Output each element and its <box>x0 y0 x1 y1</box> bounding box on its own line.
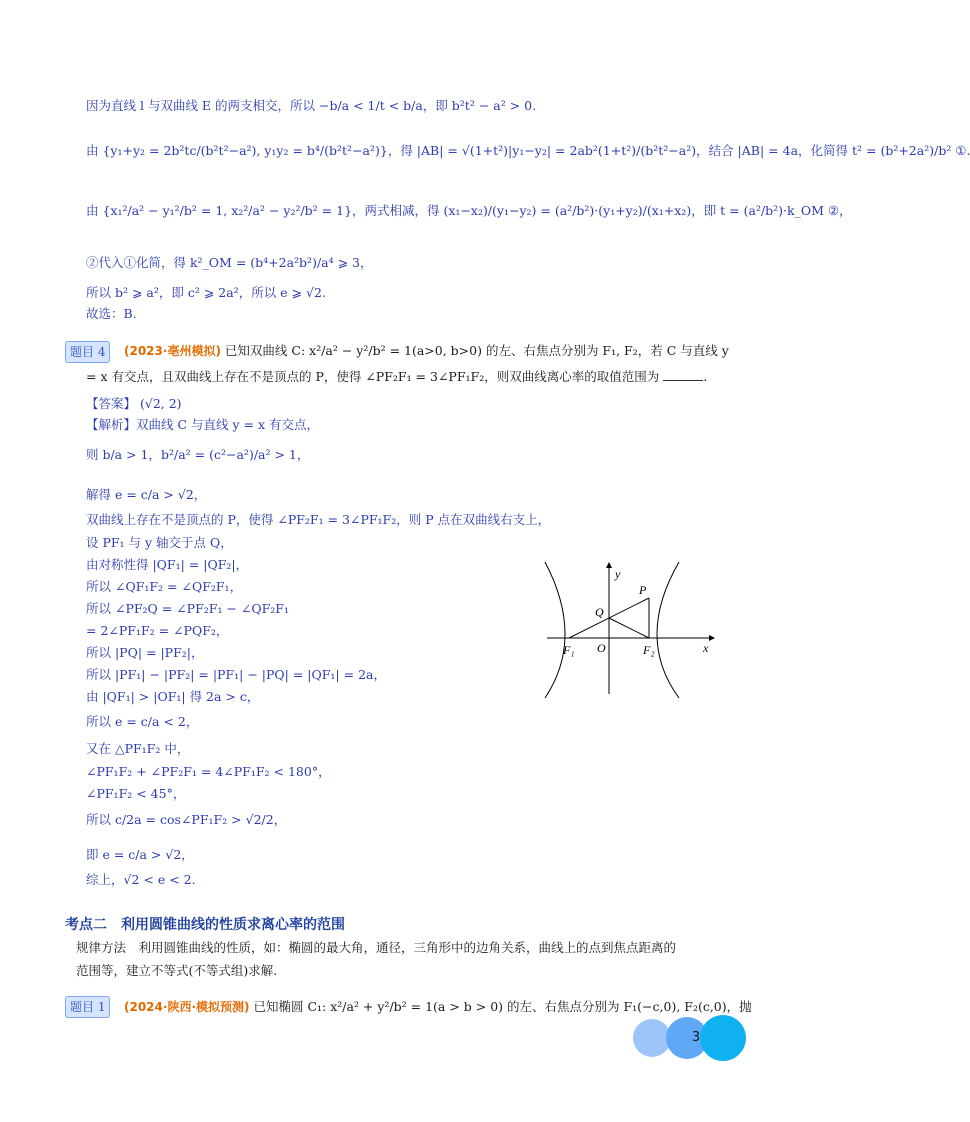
solution-line: 因为直线 l 与双曲线 E 的两支相交，所以 −b/a < 1/t < b/a，即 b²t² − a² > 0. <box>86 98 537 113</box>
problem1-stem: (2024·陕西·模拟预测) 已知椭圆 C₁: x²/a² + y²/b² = 1(a > b > 0) 的左、右焦点分别为 F₁(−c,0), F₂(c,0)，抛 <box>124 999 752 1014</box>
analysis-line: 所以 c/2a = cos∠PF₁F₂ > √2/2， <box>86 812 287 827</box>
analysis-line: 解得 e = c/a > √2， <box>86 487 207 502</box>
analysis-line: 双曲线上存在不是顶点的 P，使得 ∠PF₂F₁ = 3∠PF₁F₂，则 P 点在双曲线右支上， <box>86 512 551 527</box>
problem1-source: (2024·陕西·模拟预测) <box>124 1000 250 1014</box>
analysis-line: = 2∠PF₁F₂ = ∠PQF₂， <box>86 623 229 638</box>
problem-stem-line2: = x 有交点，且双曲线上存在不是顶点的 P，使得 ∠PF₂F₁ = 3∠PF₁F₂，则双曲线离心率的取值范围为 . <box>86 369 708 384</box>
problem-source: (2023·亳州模拟) <box>124 344 221 358</box>
analysis-line: ∠PF₁F₂ < 45°， <box>86 786 186 801</box>
analysis-line: 设 PF₁ 与 y 轴交于点 Q， <box>86 535 233 550</box>
section-heading: 考点二 利用圆锥曲线的性质求离心率的范围 <box>65 917 345 933</box>
solution-line: 由 {x₁²/a² − y₁²/b² = 1, x₂²/a² − y₂²/b² = 1}，两式相减，得 (x₁−x₂)/(y₁−y₂) = (a²/b²)·(y₁+y₂)/(x₁+x₂)，即 t = (a²/b²)·k_OM ②， <box>86 203 852 218</box>
solution-line: 所以 b² ⩾ a²，即 c² ⩾ 2a²，所以 e ⩾ √2. <box>86 285 326 300</box>
method-line2: 范围等，建立不等式(不等式组)求解. <box>76 963 278 978</box>
analysis-line: 又在 △PF₁F₂ 中， <box>86 741 190 756</box>
analysis-line: 则 b/a > 1，b²/a² = (c²−a²)/a² > 1， <box>86 447 310 462</box>
solution-line: 故选：B. <box>86 306 137 321</box>
analysis-line: ∠PF₁F₂ + ∠PF₂F₁ = 4∠PF₁F₂ < 180°， <box>86 764 331 779</box>
page-number: 3 <box>691 1030 701 1045</box>
right-branch <box>657 562 679 698</box>
segment-QF2 <box>609 618 649 638</box>
analysis-line: 所以 ∠QF₁F₂ = ∠QF₂F₁， <box>86 579 243 594</box>
left-branch <box>545 562 565 698</box>
label-y: y <box>615 567 621 581</box>
analysis-line: 由 |QF₁| > |OF₁| 得 2a > c， <box>86 689 260 704</box>
problem-stem-line1: (2023·亳州模拟) 已知双曲线 C: x²/a² − y²/b² = 1(a>0, b>0) 的左、右焦点分别为 F₁, F₂，若 C 与直线 y <box>124 343 729 358</box>
solution-line: ②代入①化简，得 k²_OM = (b⁴+2a²b²)/a⁴ ⩾ 3， <box>86 255 373 270</box>
problem-number-badge-2: 题目 1 <box>65 996 110 1018</box>
label-x: x <box>703 641 709 655</box>
answer-line: 【答案】 (√2, 2) <box>86 396 182 411</box>
analysis-line: 由对称性得 |QF₁| = |QF₂|， <box>86 557 249 572</box>
analysis-line: 即 e = c/a > √2， <box>86 847 194 862</box>
label-F1: F₁ <box>563 643 575 657</box>
hyperbola-figure <box>543 560 723 700</box>
label-O: O <box>597 641 606 655</box>
answer-blank <box>663 380 703 381</box>
y-axis-arrow <box>606 562 612 568</box>
x-axis-arrow <box>709 635 715 641</box>
analysis-line: 所以 |PQ| = |PF₂|， <box>86 645 204 660</box>
label-Q: Q <box>595 605 604 619</box>
analysis-line: 所以 ∠PF₂Q = ∠PF₂F₁ − ∠QF₂F₁ <box>86 601 289 616</box>
label-F2: F₂ <box>643 643 655 657</box>
solution-line: 由 {y₁+y₂ = 2b²tc/(b²t²−a²), y₁y₂ = b⁴/(b²t²−a²)}，得 |AB| = √(1+t²)|y₁−y₂| = 2ab²(1+t²)/(b²t²−a²)，结合 |AB| = 4a，化简得 t² = (b²+2a²)/b² ①. <box>86 143 970 158</box>
analysis-line: 综上，√2 < e < 2. <box>86 872 196 887</box>
analysis-line: 所以 |PF₁| − |PF₂| = |PF₁| − |PQ| = |QF₁| = 2a， <box>86 667 386 682</box>
method-line1: 规律方法 利用圆锥曲线的性质，如：椭圆的最大角，通径，三角形中的边角关系，曲线上的点到焦点距离的 <box>76 940 677 955</box>
analysis-line: 所以 e = c/a < 2， <box>86 714 199 729</box>
label-P: P <box>639 583 647 597</box>
analysis-line: 【解析】双曲线 C 与直线 y = x 有交点， <box>86 417 319 432</box>
problem-number-badge: 题目 4 <box>65 341 110 363</box>
